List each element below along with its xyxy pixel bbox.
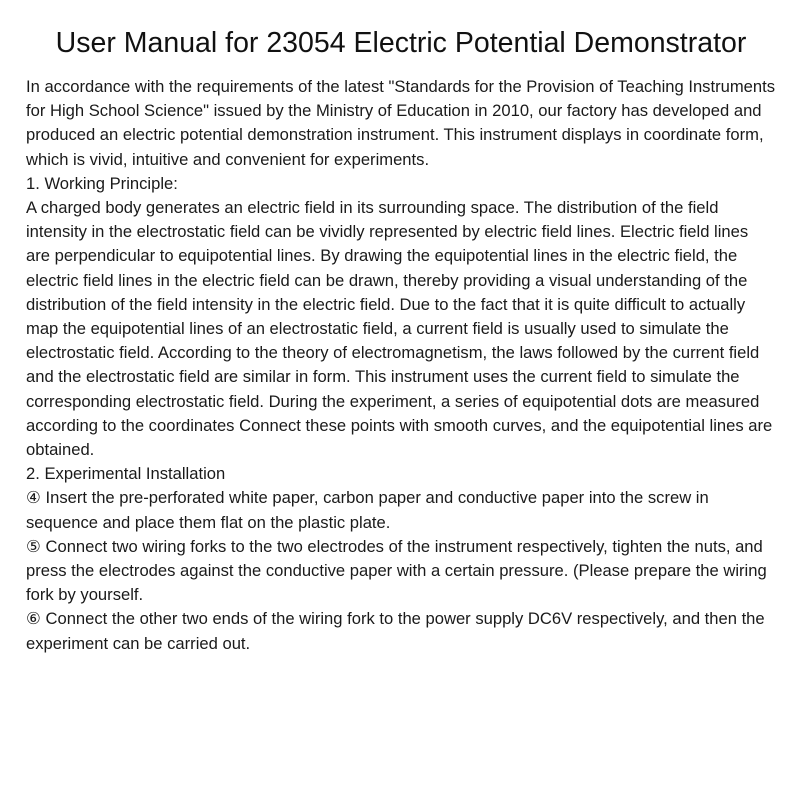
- installation-step-6: ⑥ Connect the other two ends of the wiring fork to the power supply DC6V respectively, and then the experiment can be carried out.: [26, 609, 765, 653]
- installation-step-5: ⑤ Connect two wiring forks to the two electrodes of the instrument respectively, tighten the nuts, and press the electrodes against the conductive paper with a certain pressure. (Please prepare the wiring fork by yourself.: [26, 536, 767, 605]
- manual-body: [26, 75, 776, 656]
- installation-step-4: ④ Insert the pre-perforated white paper, carbon paper and conductive paper into the screw in sequence and place them flat on the plastic plate.: [26, 488, 709, 532]
- page-title: User Manual for 23054 Electric Potential Demonstrator: [55, 27, 747, 59]
- section-heading-experimental-installation: 2. Experimental Installation: [26, 464, 226, 484]
- working-principle-paragraph: A charged body generates an electric field in its surrounding space. The distribution of the field intensity in the electrostatic field can be vividly represented by electric field lines. Electric field lines are perpendicular to equipotential lines. By drawing the equipotential lines in the electric field, the electric field lines in the electric field can be drawn, thereby providing a visual understanding of the distribution of the field intensity in the electric field. Due to the fact that it is quite difficult to actually map the equipotential lines of an electrostatic field, a current field is usually used to simulate the electrostatic field. According to the theory of electromagnetism, the laws followed by the current field and the electrostatic field are similar in form. This instrument uses the current field to simulate the corresponding electrostatic field. During the experiment, a series of equipotential dots are measured according to the coordinates Connect these points with smooth curves, and the equipotential lines are obtained.: [26, 198, 773, 460]
- section-heading-working-principle: 1. Working Principle:: [26, 173, 178, 193]
- intro-paragraph: In accordance with the requirements of the latest "Standards for the Provision of Teaching Instruments for High School Science" issued by the Ministry of Education in 2010, our factory has developed and produced an electric potential demonstration instrument. This instrument displays in coordinate form, which is vivid, intuitive and convenient for experiments.: [26, 77, 776, 169]
